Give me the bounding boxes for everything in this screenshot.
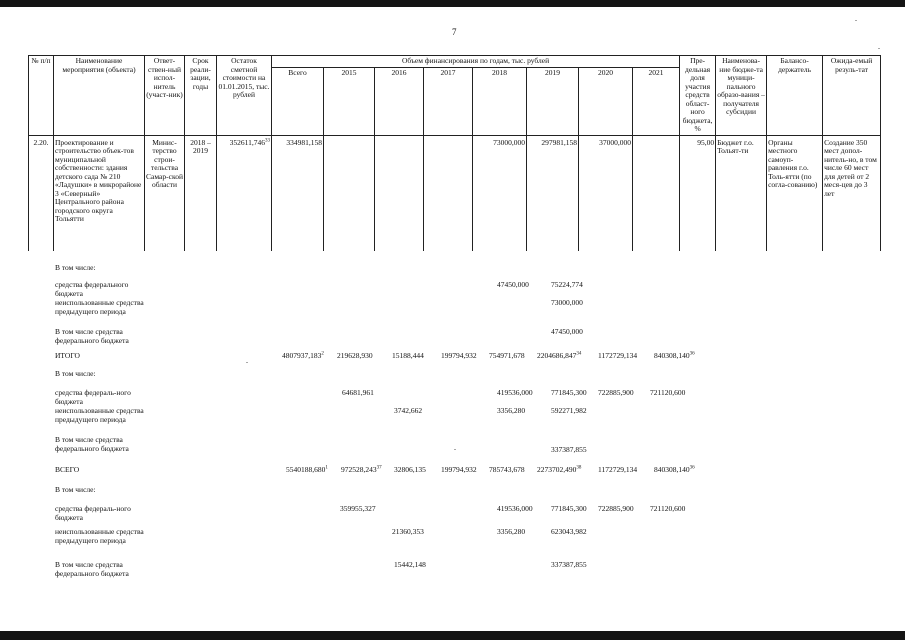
col-year: 2017 (424, 68, 473, 136)
vsego-federal-2015: 359955,327 (340, 504, 376, 513)
scan-speck: . (855, 14, 857, 23)
label-unused: неиспользованные средства предыдущего периода (55, 527, 144, 545)
vsego-2020: 840308,140$^{36}$ (654, 465, 695, 474)
vsego-incl-federal-2016: 15442,148 (394, 560, 426, 569)
itogo-balance: 4807937,183$^2$ (282, 351, 324, 360)
col-no: № п/п (29, 56, 54, 136)
label-unused: неиспользованные средства предыдущего периода (55, 406, 144, 424)
label-including: В том числе: (55, 485, 96, 494)
value-incl-federal-2019: 47450,000 (551, 327, 583, 336)
label-federal: средства федераль-ного бюджета (55, 388, 131, 406)
col-year: 2015 (324, 68, 375, 136)
col-holder: Балансо-держатель (767, 56, 823, 136)
vsego-balance: 5540188,680$^1$ (286, 465, 328, 474)
vsego-federal-2018: 419536,000 (497, 504, 533, 513)
col-year: 2020 (579, 68, 633, 136)
itogo-2015: 15188,444 (392, 351, 424, 360)
itogo-total: 219628,930 (337, 351, 373, 360)
itogo-federal-2018: 419536,000 (497, 388, 533, 397)
vsego-federal-2021: 721120,600 (650, 504, 686, 513)
bottom-border (0, 631, 905, 640)
row-no: 2.20. (29, 135, 54, 251)
col-share: Пре-дельная доля участия средств област-ного бюджета, % (680, 56, 716, 136)
page-number: 7 (452, 27, 457, 37)
label-unused: неиспользованные средства предыдущего периода (55, 298, 144, 316)
col-name: Наименование мероприятия (объекта) (54, 56, 145, 136)
label-including: В том числе: (55, 369, 96, 378)
value-federal-2019: 75224,774 (551, 280, 583, 289)
row-total: 334981,158 (272, 135, 324, 251)
itogo-unused-2019: 592271,982 (551, 406, 587, 415)
vsego-incl-federal-2019: 337387,855 (551, 560, 587, 569)
scan-speck: . (878, 42, 880, 51)
row-responsible: Минис-терство строи-тельства Самар-ской области (145, 135, 185, 251)
vsego-unused-2016: 21360,353 (392, 527, 424, 536)
col-term: Срок реали-зации, годы (185, 56, 217, 136)
col-year: 2016 (375, 68, 424, 136)
itogo-2018: 2204686,847$^{34}$ (537, 351, 582, 360)
itogo-2016: 199794,932 (441, 351, 477, 360)
label-incl-federal: В том числе средства федерального бюджета (55, 327, 129, 345)
value-unused-2019: 73000,000 (551, 298, 583, 307)
label-vsego: ВСЕГО (55, 465, 80, 474)
col-budget: Наименова-ние бюдже-та муници-пального образо-вания – получателя субсидии (716, 56, 767, 136)
col-financing: Объем финансирования по годам, тыс. рублей (272, 56, 680, 68)
scan-speck: . (246, 356, 248, 365)
vsego-2019: 1172729,134 (598, 465, 638, 474)
itogo-incl-federal-2019: 337387,855 (551, 445, 587, 454)
row-balance: 352611,746$^{33}$ (217, 135, 272, 251)
vsego-2015: 32806,135 (394, 465, 426, 474)
row-share: 95,00 (680, 135, 716, 251)
itogo-federal-2020: 722885,900 (598, 388, 634, 397)
value-federal-2018: 47450,000 (497, 280, 529, 289)
label-including: В том числе: (55, 263, 96, 272)
label-incl-federal: В том числе средства федерального бюджета (55, 435, 129, 453)
row-result: Создание 350 мест допол-нитель-но, в том числе 60 мест для детей от 2 меся-цев до 3 лет (823, 135, 881, 251)
row-term: 2018 – 2019 (185, 135, 217, 251)
vsego-2018: 2273702,490$^{38}$ (537, 465, 582, 474)
col-total: Всего (272, 68, 324, 136)
vsego-federal-2019: 771845,300 (551, 504, 587, 513)
label-itogo: ИТОГО (55, 351, 80, 360)
itogo-federal-2015: 64681,961 (342, 388, 374, 397)
label-federal: средства федераль-ного бюджета (55, 504, 131, 522)
row-budget: Бюджет г.о. Тольят-ти (716, 135, 767, 251)
itogo-unused-2016: 3742,662 (394, 406, 423, 415)
vsego-federal-2020: 722885,900 (598, 504, 634, 513)
vsego-unused-2018: 3356,280 (497, 527, 526, 536)
col-balance: Остаток сметной стоимости на 01.01.2015, тыс. рублей (217, 56, 272, 136)
vsego-2017: 785743,678 (489, 465, 525, 474)
row-name: Проектирование и строительство объек-тов муниципальной собственности: здания детского сада № 210 «Ладушки» в микрорайоне 3 «Северный» Центрального района городского округа Тольятти (54, 135, 145, 251)
col-responsible: Ответ-ствен-ный испол-нитель (участ-ник) (145, 56, 185, 136)
label-incl-federal: В том числе средства федерального бюджета (55, 560, 129, 578)
itogo-unused-2018: 3356,280 (497, 406, 526, 415)
itogo-federal-2019: 771845,300 (551, 388, 587, 397)
vsego-total: 972528,243$^{37}$ (341, 465, 382, 474)
row-2018: 73000,000 (473, 135, 527, 251)
itogo-2020: 840308,140$^{36}$ (654, 351, 695, 360)
row-holder: Органы местного самоуп-равления г.о. Толь-ятти (по согла-сованию) (767, 135, 823, 251)
vsego-unused-2019: 623043,982 (551, 527, 587, 536)
vsego-2016: 199794,932 (441, 465, 477, 474)
col-year: 2019 (527, 68, 579, 136)
col-result: Ожида-емый резуль-тат (823, 56, 881, 136)
col-year: 2018 (473, 68, 527, 136)
itogo-2017: 754971,678 (489, 351, 525, 360)
row-2020: 37000,000 (579, 135, 633, 251)
itogo-2019: 1172729,134 (598, 351, 638, 360)
col-year: 2021 (633, 68, 680, 136)
row-2019: 297981,158 (527, 135, 579, 251)
scan-speck: . (454, 443, 456, 452)
label-federal: средства федерального бюджета (55, 280, 129, 298)
itogo-federal-2021: 721120,600 (650, 388, 686, 397)
